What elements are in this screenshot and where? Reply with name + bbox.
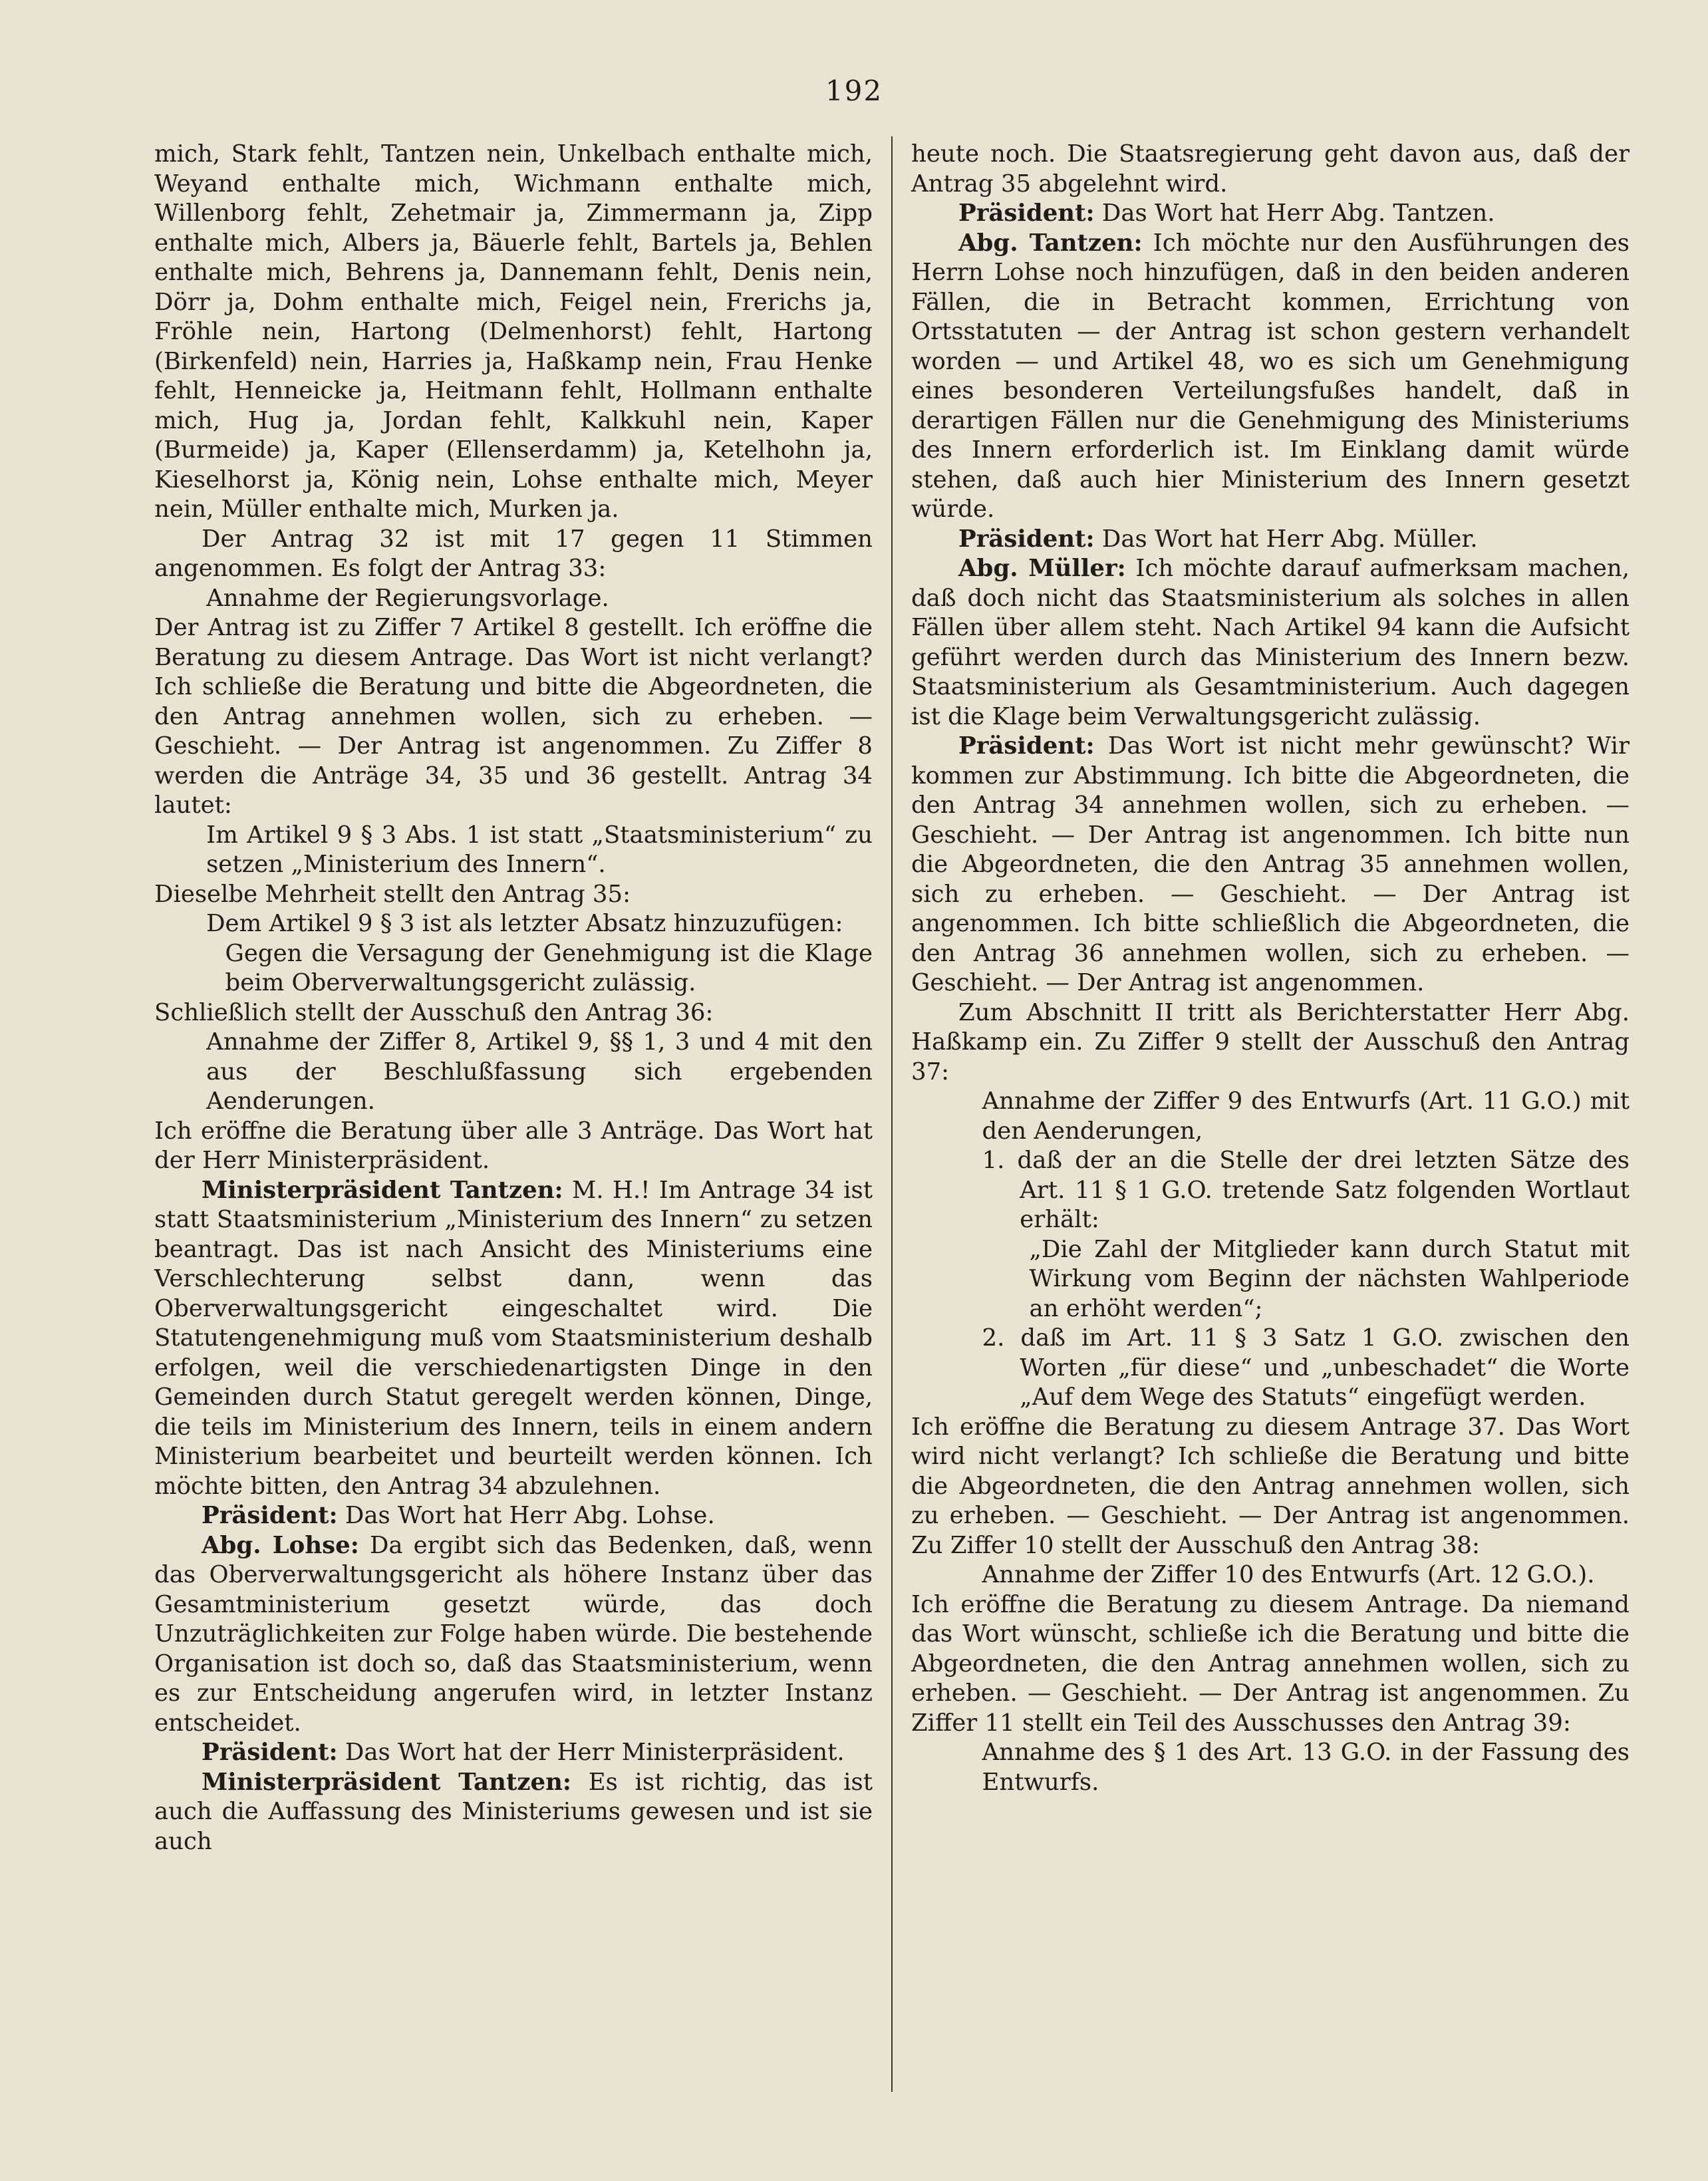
paragraph (911, 140, 1630, 199)
paragraph (154, 1501, 873, 1531)
paragraph-text: Ich möchte darauf aufmerksam machen, daß doch nicht das Staatsministerium als solches in allen Fällen über allem steht. Nach Artikel 94 kann die Aufsicht geführt werden durch das Ministerium des Innern bezw. Staatsministerium als Gesamtministerium. Auch dagegen ist die Klage beim Verwaltungsgericht zulässig. (911, 555, 1630, 730)
paragraph-text: Der Antrag 32 ist mit 17 gegen 11 Stimmen angenommen. Es folgt der Antrag 33: (154, 525, 873, 582)
paragraph (911, 525, 1630, 555)
paragraph-text: Annahme des § 1 des Art. 13 G.O. in der Fassung des Entwurfs. (982, 1739, 1630, 1796)
paragraph (982, 1087, 1630, 1146)
paragraph (154, 1768, 873, 1857)
paragraph-text: Ich eröffne die Beratung zu diesem Antrage 37. Das Wort wird nicht verlangt? Ich schließe die Beratung und bitte die Abgeordneten, die den Antrag annehmen wollen, sich zu erheben. — Geschieht. — Der Antrag ist angenommen. Zu Ziffer 10 stellt der Ausschuß den Antrag 38: (911, 1413, 1630, 1559)
paragraph-text: Annahme der Ziffer 8, Artikel 9, §§ 1, 3 und 4 mit den aus der Beschlußfassung sich ergebenden Aenderungen. (206, 1028, 873, 1115)
column-divider (891, 136, 893, 2092)
paragraph (206, 821, 873, 880)
paragraph (1030, 1235, 1630, 1324)
paragraph-text: Annahme der Ziffer 9 des Entwurfs (Art. 11 G.O.) mit den Aenderungen, (982, 1088, 1630, 1145)
paragraph-text: Zum Abschnitt II tritt als Berichterstatter Herr Abg. Haßkamp ein. Zu Ziffer 9 stellt der Ausschuß den Antrag 37: (911, 998, 1630, 1086)
left-column (154, 140, 873, 1856)
paragraph (982, 1146, 1630, 1235)
speaker-label: Ministerpräsident Tantzen: (202, 1176, 563, 1204)
paragraph (982, 1560, 1630, 1590)
paragraph-text: Das Wort ist nicht mehr gewünscht? Wir kommen zur Abstimmung. Ich bitte die Abgeordneten, die den Antrag 34 annehmen wollen, sich zu erheben. — Geschieht. — Der Antrag ist angenommen. Ich bitte nun die Abgeordneten, die den Antrag 35 annehmen wollen, sich zu erheben. — Geschieht. — Der Antrag ist angenommen. Ich bitte schließlich die Abgeordneten, die den Antrag 36 annehmen wollen, sich zu erheben. — Geschieht. — Der Antrag ist angenommen. (911, 732, 1630, 996)
paragraph (154, 880, 873, 910)
paragraph (206, 909, 873, 939)
paragraph (154, 525, 873, 584)
paragraph-text: Annahme der Regierungsvorlage. (206, 584, 609, 612)
speaker-label: Präsident: (202, 1502, 338, 1529)
paragraph (911, 998, 1630, 1088)
paragraph (911, 732, 1630, 998)
paragraph-text: Schließlich stellt der Ausschuß den Antrag 36: (154, 998, 714, 1026)
paragraph (982, 1324, 1630, 1413)
paragraph (154, 1531, 873, 1739)
paragraph-text: Das Wort hat Herr Abg. Tantzen. (1094, 200, 1495, 227)
paragraph (225, 939, 873, 998)
paragraph (154, 998, 873, 1028)
paragraph-text: mich, Stark fehlt, Tantzen nein, Unkelbach enthalte mich, Weyand enthalte mich, Wichmann enthalte mich, Willenborg fehlt, Zehetmair ja, Zimmermann ja, Zipp enthalte mich, Albers ja, Bäuerle fehlt, Bartels ja, Behlen enthalte mich, Behrens ja, Dannemann fehlt, Denis nein, Dörr ja, Dohm enthalte mich, Feigel nein, Frerichs ja, Fröhle nein, Hartong (Delmenhorst) fehlt, Hartong (Birkenfeld) nein, Harries ja, Haßkamp nein, Frau Henke fehlt, Henneicke ja, Heitmann fehlt, Hollmann enthalte mich, Hug ja, Jordan fehlt, Kalkkuhl nein, Kaper (Burmeide) ja, Kaper (Ellenserdamm) ja, Ketelhohn ja, Kieselhorst ja, König nein, Lohse enthalte mich, Meyer nein, Müller enthalte mich, Murken ja. (154, 140, 873, 523)
paragraph-text: M. H.! Im Antrage 34 ist statt Staatsministerium „Ministerium des Innern“ zu setzen beantragt. Das ist nach Ansicht des Ministeriums eine Verschlechterung selbst dann, wenn das Oberverwaltungsgericht eingeschaltet wird. Die Statutengenehmigung muß vom Staatsministerium deshalb erfolgen, weil die verschiedenartigsten Dinge in den Gemeinden durch Statut geregelt werden können, Dinge, die teils im Ministerium des Innern, teils in einem andern Ministerium bearbeitet und beurteilt werden können. Ich möchte bitten, den Antrag 34 abzulehnen. (154, 1176, 873, 1500)
paragraph (154, 140, 873, 525)
speaker-label: Ministerpräsident Tantzen: (202, 1768, 572, 1796)
paragraph (911, 199, 1630, 229)
paragraph-text: Ich eröffne die Beratung über alle 3 Anträge. Das Wort hat der Herr Ministerpräsident. (154, 1117, 873, 1174)
speaker-label: Präsident: (958, 525, 1095, 553)
paragraph (154, 1117, 873, 1176)
paragraph-text: 2. daß im Art. 11 § 3 Satz 1 G.O. zwischen den Worten „für diese“ und „unbeschadet“ die Worte „Auf dem Wege des Statuts“ eingefügt werden. (982, 1324, 1630, 1411)
speaker-label: Abg. Lohse: (202, 1531, 359, 1559)
paragraph-text: Das Wort hat Herr Abg. Lohse. (337, 1502, 715, 1529)
paragraph (154, 613, 873, 821)
paragraph (911, 1590, 1630, 1739)
paragraph-text: 1. daß der an die Stelle der drei letzten Sätze des Art. 11 § 1 G.O. tretende Satz folgenden Wortlaut erhält: (982, 1147, 1630, 1233)
speaker-label: Präsident: (202, 1739, 338, 1766)
paragraph-text: Ich möchte nur den Ausführungen des Herrn Lohse noch hinzufügen, daß in den beiden anderen Fällen, die in Betracht kommen, Errichtung von Ortsstatuten — der Antrag ist schon gestern verhandelt worden — und Artikel 48, wo es sich um Genehmigung eines besonderen Verteilungsfußes handelt, daß in derartigen Fällen nur die Genehmigung des Ministeriums des Innern erforderlich ist. Im Einklang damit würde stehen, daß auch hier Ministerium des Innern gesetzt würde. (911, 229, 1630, 523)
paragraph-text: „Die Zahl der Mitglieder kann durch Statut mit Wirkung vom Beginn der nächsten Wahlperiode an erhöht werden“; (1029, 1235, 1630, 1322)
paragraph-text: Es ist richtig, das ist auch die Auffassung des Ministeriums gewesen und ist sie auch (154, 1768, 873, 1855)
paragraph (911, 1413, 1630, 1561)
paragraph-text: Das Wort hat Herr Abg. Müller. (1094, 525, 1478, 553)
paragraph-text: heute noch. Die Staatsregierung geht davon aus, daß der Antrag 35 abgelehnt wird. (911, 140, 1630, 198)
paragraph (154, 1738, 873, 1768)
speaker-label: Abg. Tantzen: (958, 229, 1143, 257)
paragraph-text: Der Antrag ist zu Ziffer 7 Artikel 8 gestellt. Ich eröffne die Beratung zu diesem Antrage. Das Wort ist nicht verlangt? Ich schließe die Beratung und bitte die Abgeordneten, die den Antrag annehmen wollen, sich zu erheben. — Geschieht. — Der Antrag ist angenommen. Zu Ziffer 8 werden die Anträge 34, 35 und 36 gestellt. Antrag 34 lautet: (154, 614, 873, 819)
paragraph (911, 554, 1630, 732)
paragraph-text: Annahme der Ziffer 10 des Entwurfs (Art. 12 G.O.). (982, 1561, 1595, 1588)
speaker-label: Präsident: (958, 732, 1095, 760)
paragraph (982, 1738, 1630, 1797)
paragraph-text: Dem Artikel 9 § 3 ist als letzter Absatz hinzuzufügen: (206, 910, 843, 937)
paragraph-text: Das Wort hat der Herr Ministerpräsident. (337, 1739, 845, 1766)
paragraph (911, 229, 1630, 525)
paragraph-text: Ich eröffne die Beratung zu diesem Antrage. Da niemand das Wort wünscht, schließe ich die Beratung und bitte die Abgeordneten, die den Antrag annehmen wollen, sich zu erheben. — Geschieht. — Der Antrag ist angenommen. Zu Ziffer 11 stellt ein Teil des Ausschusses den Antrag 39: (911, 1590, 1630, 1737)
paragraph-text: Im Artikel 9 § 3 Abs. 1 ist statt „Staatsministerium“ zu setzen „Ministerium des Innern“. (206, 821, 873, 878)
speaker-label: Präsident: (958, 200, 1095, 227)
page-number: 192 (825, 74, 883, 107)
paragraph-text: Gegen die Versagung der Genehmigung ist die Klage beim Oberverwaltungsgericht zulässig. (225, 939, 873, 996)
paragraph-text: Da ergibt sich das Bedenken, daß, wenn das Oberverwaltungsgericht als höhere Instanz über das Gesamtministerium gesetzt würde, das doch Unzuträglichkeiten zur Folge haben würde. Die bestehende Organisation ist doch so, daß das Staatsministerium, wenn es zur Entscheidung angerufen wird, in letzter Instanz entscheidet. (154, 1531, 873, 1737)
paragraph (206, 584, 873, 614)
right-column (911, 140, 1630, 1797)
speaker-label: Abg. Müller: (958, 555, 1126, 582)
paragraph-text: Dieselbe Mehrheit stellt den Antrag 35: (154, 880, 631, 908)
paragraph (154, 1176, 873, 1502)
paragraph (206, 1028, 873, 1117)
